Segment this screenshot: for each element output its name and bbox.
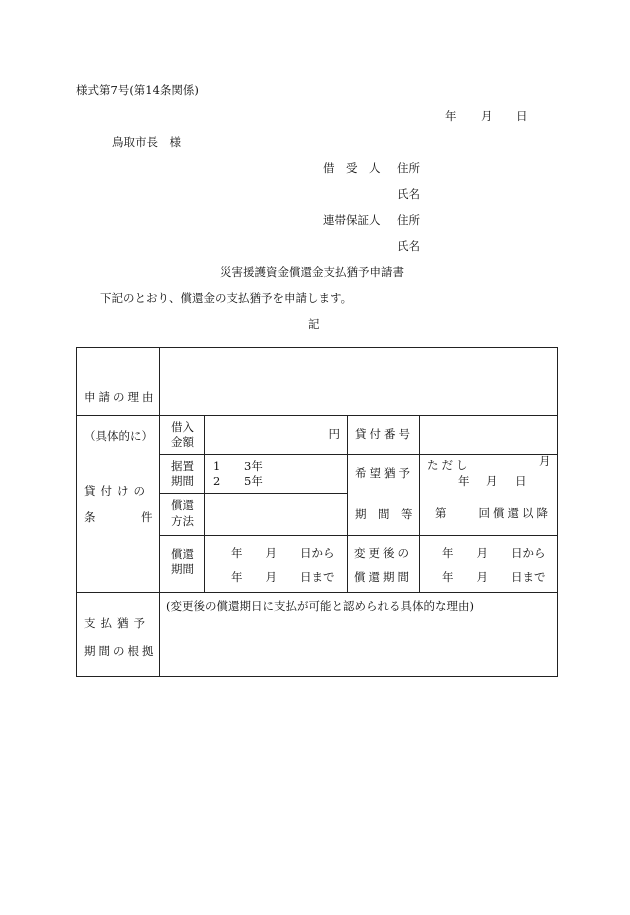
document-title: 災害援護資金償還金支払猶予申請書 [220,265,404,279]
guarantor-label: 連帯保証人 [323,213,381,227]
date-year-label: 年 [445,109,457,123]
desired-from-installment: 第 回償還以降 [435,505,551,520]
deferment-options-cell[interactable] [205,455,348,494]
period-to: 年 月 日まで [231,570,335,584]
reason-label-2: （具体的に） [84,428,153,443]
loan-amount-label-2: 金額 [171,435,194,449]
desired-label-2: 期 間 等 [355,506,413,521]
tadashi-label: ただし [427,457,471,472]
deferment-label-cell [160,455,205,494]
changed-input-cell[interactable] [420,536,558,593]
changed-to: 年 月 日まで [442,570,546,584]
loan-amount-label-cell [160,416,205,455]
deferment-option-2-val: 5年 [244,474,263,488]
basis-note: (変更後の償還期日に支払が可能と認められる具体的な理由) [166,599,474,613]
repay-period-label-1: 償還 [171,547,194,561]
desired-year-label: 年 [458,473,470,488]
repay-method-label-cell [160,494,205,536]
basis-label-2: 期間の根拠 [84,644,157,658]
addressee: 鳥取市長 様 [112,135,181,149]
repay-method-label-2: 方法 [171,514,194,528]
guarantor-name-label: 氏名 [397,239,420,253]
repay-period-label-cell [160,536,205,593]
loan-number-input-cell[interactable] [420,416,558,455]
guarantor-address-label: 住所 [397,213,420,227]
date-month-label: 月 [481,109,493,123]
desired-month2-label: 月 [486,473,498,488]
basis-label-cell [77,593,160,677]
changed-label-cell [348,536,420,593]
date-day-label: 日 [516,109,528,123]
borrower-address-label: 住所 [397,161,420,175]
repay-method-input-cell[interactable] [205,494,348,536]
borrower-name-label: 氏名 [397,187,420,201]
deferment-label-1: 据置 [171,459,194,473]
desired-input-cell[interactable] [420,455,558,536]
conditions-label-2: 条 [84,509,96,524]
yen-label: 円 [328,427,340,441]
desired-month-label: 月 [539,453,551,468]
application-table [76,347,558,677]
ki-label: 記 [308,317,320,331]
period-from: 年 月 日から [231,546,335,560]
reason-input-cell[interactable] [160,348,558,416]
changed-label-2: 償還期間 [354,570,412,584]
deferment-option-2-num: 2 [213,474,221,488]
reason-label-1: 申請の理由 [84,389,157,404]
deferment-option-1-num: 1 [213,459,221,473]
loan-number-label-cell [348,416,420,455]
conditions-label-3: 件 [141,509,153,524]
basis-label-1: 支払猶予 [84,616,150,630]
desired-label-1: 希望猶予 [355,465,413,480]
desired-label-cell [348,455,420,536]
repay-period-label-2: 期間 [171,562,194,576]
loan-amount-input-cell[interactable] [205,416,348,455]
desired-day-label: 日 [515,473,527,488]
changed-label-1: 変更後の [354,546,412,560]
repay-period-input-cell[interactable] [205,536,348,593]
changed-from: 年 月 日から [442,546,546,560]
conditions-label-cell [77,416,160,593]
reason-label-cell [77,348,160,443]
borrower-label: 借 受 人 [323,161,381,175]
form-number: 様式第7号(第14条関係) [76,83,199,97]
basis-input-cell[interactable] [160,593,558,677]
deferment-option-1-val: 3年 [244,459,263,473]
deferment-label-2: 期間 [171,474,194,488]
repay-method-label-1: 償還 [171,498,194,512]
intro-text: 下記のとおり、償還金の支払猶予を申請します。 [100,291,353,305]
loan-amount-label-1: 借入 [171,420,194,434]
loan-number-label: 貸付番号 [355,427,413,441]
conditions-label-1: 貸付けの [84,483,150,498]
